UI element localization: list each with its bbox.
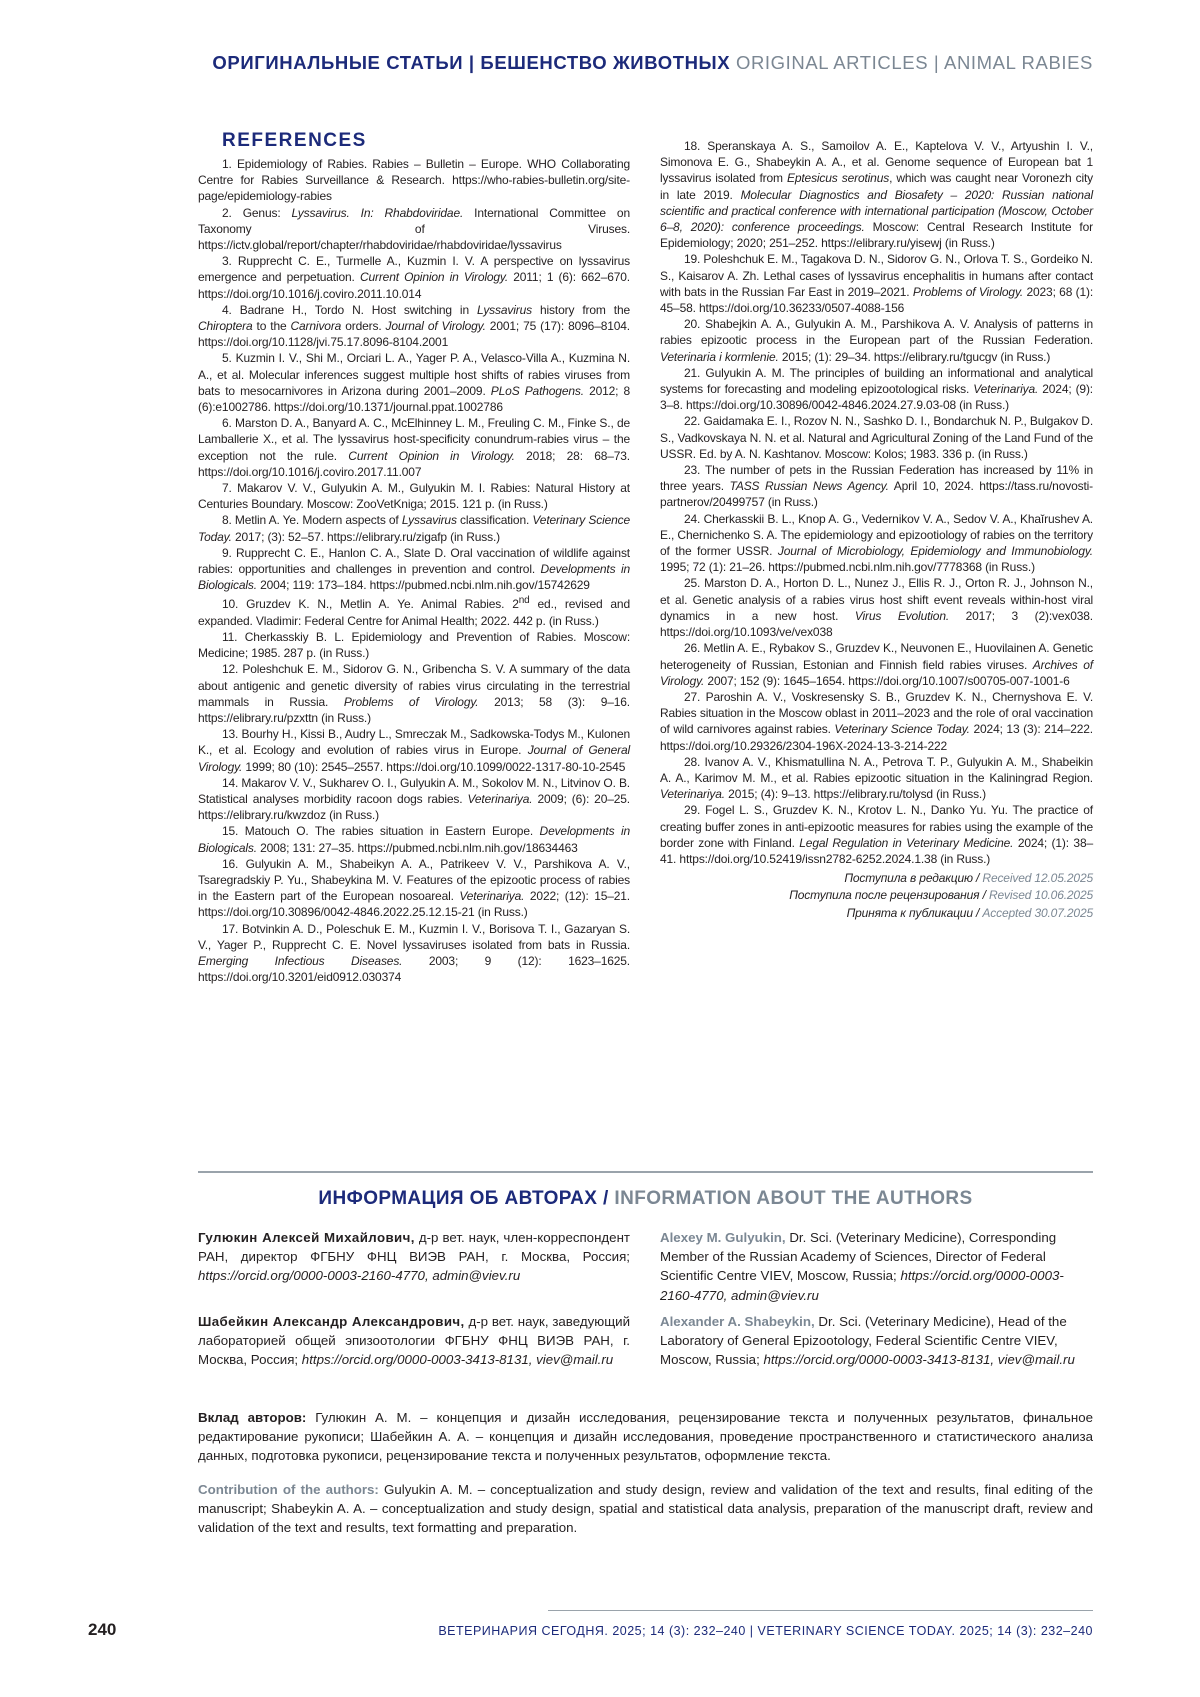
author-contacts: https://orcid.org/0000-0003-2160-4770, admin@viev.ru — [660, 1268, 1064, 1303]
reference-item: 9. Rupprecht C. E., Hanlon C. A., Slate D. Oral vaccination of wildlife against rabies: opportunities and challenges in prevention and control. Developments in Biologicals. 2004; 119: 173–184. https://pubmed.ncbi.nlm.nih.gov/15742629 — [198, 545, 630, 593]
author-name: Шабейкин Александр Александрович, — [198, 1314, 465, 1329]
date-received: Поступила в редакцию / Received 12.05.2025 — [844, 871, 1093, 886]
references-title: REFERENCES — [222, 130, 367, 151]
author-contacts: https://orcid.org/0000-0003-3413-8131, viev@mail.ru — [763, 1352, 1075, 1368]
page-number: 240 — [88, 1620, 117, 1639]
reference-item: 22. Gaidamaka E. I., Rozov N. N., Sashko D. I., Bondarchuk N. P., Bulgakov D. S., Vadkovskaya N. N. et al. Natural and Agricultural Zoning of the Land Fund of the USSR. Ed. by A. N. Kashtanov. Moscow: Kolos; 1983. 336 p. (in Russ.) — [660, 414, 1093, 461]
author-name: Гулюкин Алексей Михайлович, — [198, 1230, 415, 1245]
footer-divider — [548, 1610, 1093, 1611]
section-header-ru: ОРИГИНАЛЬНЫЕ СТАТЬИ | БЕШЕНСТВО ЖИВОТНЫХ — [212, 52, 731, 73]
author-contacts: https://orcid.org/0000-0003-2160-4770, admin@viev.ru — [198, 1268, 521, 1284]
reference-item: 11. Cherkasskiy B. L. Epidemiology and Prevention of Rabies. Moscow: Medicine; 1985. 287 p. (in Russ.) — [198, 629, 630, 661]
references-left-column — [198, 156, 630, 985]
date-accepted: Принята к публикации / Accepted 30.07.2025 — [846, 905, 1093, 920]
contribution-en: Contribution of the authors: Gulyukin A. M. – conceptualization and study design, review and validation of the text and results, final editing of the manuscript; Shabeykin A. A. – conceptualization and study design, spatial and statistical data analysis, preparation of the manuscript draft, review and validation of the text and results, text formatting and preparation. — [198, 1482, 1093, 1536]
references-right-column — [660, 138, 1093, 922]
date-revised: Поступила после рецензирования / Revised 10.06.2025 — [789, 888, 1093, 903]
reference-item: 20. Shabejkin A. A., Gulyukin A. M., Parshikova A. V. Analysis of patterns in rabies epizootic process in the European part of the Russian Federation. Veterinaria i kormlenie. 2015; (1): 29–34. https://elibrary.ru/tgucgv (in Russ.) — [660, 317, 1093, 364]
reference-item: 25. Marston D. A., Horton D. L., Nunez J., Ellis R. J., Orton R. J., Johnson N., et al. Genetic analysis of a rabies virus host shift event reveals within-host viral dynamics in a new host. Virus Evolution. 2017; 3 (2):vex038. https://doi.org/10.1093/ve/vex038 — [660, 576, 1093, 640]
reference-item: 3. Rupprecht C. E., Turmelle A., Kuzmin I. V. A perspective on lyssavirus emergence and perpetuation. Current Opinion in Virology. 2011; 1 (6): 662–670. https://doi.org/10.1016/j.coviro.2011.10.014 — [198, 254, 630, 301]
reference-item: 21. Gulyukin A. M. The principles of building an informational and analytical systems for forecasting and modeling epizootological risks. Veterinariya. 2024; (9): 3–8. https://doi.org/10.30896/0042-4846.2024.27.9.03-08 (in Russ.) — [660, 365, 1093, 413]
reference-item: 23. The number of pets in the Russian Federation has increased by 11% in three years. TASS Russian News Agency. April 10, 2024. https://tass.ru/novosti-partnerov/20499757 (in Russ.) — [660, 463, 1094, 510]
reference-item: 4. Badrane H., Tordo N. Host switching in Lyssavirus history from the Chiroptera to the Carnivora orders. Journal of Virology. 2001; 75 (17): 8096–8104. https://doi.org/10.1128/jvi.75.17.8096-8104.2001 — [198, 302, 630, 350]
reference-item: 17. Botvinkin A. D., Poleschuk E. M., Kuzmin I. V., Borisova T. I., Gazaryan S. V., Yager P., Rupprecht C. E. Novel lyssaviruses isolated from bats in Russia. Emerging Infectious Diseases. 2003; 9 (12): 1623–1625. https://doi.org/10.3201/eid0912.030374 — [198, 921, 630, 985]
reference-item: 29. Fogel L. S., Gruzdev K. N., Krotov L. N., Danko Yu. Yu. The practice of creating buffer zones in anti-epizootic measures for rabies using the example of the border zone with Finland. Legal Regulation in Veterinary Medicine. 2024; (1): 38–41. https://doi.org/10.52419/issn2782-6252.2024.1.38 (in Russ.) — [660, 803, 1093, 866]
author-en-2: Alexander A. Shabeykin, Dr. Sci. (Veterinary Medicine), Head of the Laboratory of General Epizootology, Federal Scientific Centre VIEV, Moscow, Russia; https://orcid.org/0000-0003-3413-8131, viev@mail.ru — [660, 1314, 1075, 1368]
reference-item: 26. Metlin A. E., Rybakov S., Gruzdev K., Neuvonen E., Huovilainen A. Genetic heterogeneity of Russian, Estonian and Finnish field rabies viruses. Archives of Virology. 2007; 152 (9): 1645–1654. https://doi.org/10.1007/s00705-007-1001-6 — [660, 641, 1093, 688]
article-dates — [660, 870, 1093, 922]
reference-item: 13. Bourhy H., Kissi B., Audry L., Smreczak M., Sadkowska-Todys M., Kulonen K., et al. Ecology and evolution of rabies virus in Europe. Journal of General Virology. 1999; 80 (10): 2545–2557. https://doi.org/10.1099/0022-1317-80-10-2545 — [198, 727, 630, 774]
reference-item: 1. Epidemiology of Rabies. Rabies – Bulletin – Europe. WHO Collaborating Centre for Rabies Surveillance & Research. https://who-rabies-bulletin.org/site-page/epidemiology-rabies — [198, 157, 630, 204]
reference-item: 24. Cherkasskii B. L., Knop A. G., Vedernikov V. A., Sedov V. A., Khaĭrushev A. E., Chernichenko S. A. The epidemiology and epizootiology of rabies on the territory of the former USSR. Journal of Microbiology, Epidemiology and Immunobiology. 1995; 72 (1): 21–26. https://pubmed.ncbi.nlm.nih.gov/7778368 (in Russ.) — [660, 511, 1093, 575]
reference-item: 2. Genus: Lyssavirus. In: Rhabdoviridae. International Committee on Taxonomy of Viruses. https://ictv.global/report/chapter/rhabdoviridae/rhabdoviridae/lyssavirus — [198, 205, 630, 253]
author-ru-1: Гулюкин Алексей Михайлович, д-р вет. наук, член-корреспондент РАН, директор ФГБНУ ФНЦ ВИЭВ РАН, г. Москва, Россия; https://orcid.org/0000-0003-2160-4770, admin@viev.ru — [198, 1230, 631, 1284]
author-ru-2: Шабейкин Александр Александрович, д-р вет. наук, заведующий лабораторией общей эпизоотологии ФГБНУ ФНЦ ВИЭВ РАН, г. Москва, Россия; https://orcid.org/0000-0003-3413-8131, viev@mail.ru — [198, 1314, 631, 1368]
reference-item: 5. Kuzmin I. V., Shi M., Orciari L. A., Yager P. A., Velasco-Villa A., Kuzmina N. A., et al. Molecular inferences suggest multiple host shifts of rabies viruses from bats to mesocarnivores in Arizona during 2001–2009. PLoS Pathogens. 2012; 8 (6):e1002786. https://doi.org/10.1371/journal.ppat.1002786 — [198, 351, 631, 415]
author-contacts: https://orcid.org/0000-0003-3413-8131, viev@mail.ru — [301, 1352, 614, 1368]
reference-item: 27. Paroshin A. V., Voskresensky S. B., Gruzdev K. N., Chernyshova E. V. Rabies situation in the Moscow oblast in 2011–2023 and the role of oral vaccination of wild carnivores against rabies. Veterinary Science Today. 2024; 13 (3): 214–222. https://doi.org/10.29326/2304-196X-2024-13-3-214-222 — [660, 689, 1093, 753]
reference-item: 7. Makarov V. V., Gulyukin A. M., Gulyukin M. I. Rabies: Natural History at Centuries Boundary. Moscow: ZooVetKniga; 2015. 121 p. (in Russ.) — [198, 481, 630, 512]
author-name: Alexey M. Gulyukin, — [660, 1230, 786, 1245]
section-header-en: ORIGINAL ARTICLES | ANIMAL RABIES — [735, 52, 1093, 73]
reference-item: 12. Poleshchuk E. M., Sidorov G. N., Gribencha S. V. A summary of the data about antigenic and genetic diversity of rabies virus circulating in the terrestrial mammals in Russia. Problems of Virology. 2013; 58 (3): 9–16. https://elibrary.ru/pzxttn (in Russ.) — [198, 662, 630, 725]
journal-citation: ВЕТЕРИНАРИЯ СЕГОДНЯ. 2025; 14 (3): 232–240 | VETERINARY SCIENCE TODAY. 2025; 14 (3): 232–240 — [438, 1624, 1093, 1638]
reference-item: 15. Matouch O. The rabies situation in Eastern Europe. Developments in Biologicals. 2008; 131: 27–35. https://pubmed.ncbi.nlm.nih.gov/18634463 — [198, 824, 630, 855]
section-divider — [198, 1171, 1093, 1173]
authors-title: ИНФОРМАЦИЯ ОБ АВТОРАХ / INFORMATION ABOUT THE AUTHORS — [318, 1188, 973, 1209]
reference-item: 14. Makarov V. V., Sukharev O. I., Gulyukin A. M., Sokolov M. N., Litvinov O. B. Statistical analyses morbidity racoon dogs rabies. Veterinariya. 2009; (6): 20–25. https://elibrary.ru/kwzdoz (in Russ.) — [198, 775, 630, 823]
section-header — [212, 52, 1093, 74]
reference-item: 16. Gulyukin A. M., Shabeikyn A. A., Patrikeev V. V., Parshikova A. V., Tsaregradskiy P. Yu., Shabeykina M. V. Features of the epizootic process of rabies in the Eastern part of the European nosoareal. Veterinariya. 2022; (12): 15–21. https://doi.org/10.30896/0042-4846.2022.25.12.15-21 (in Russ.) — [198, 856, 630, 920]
reference-item: 18. Speranskaya A. S., Samoilov A. E., Kaptelova V. V., Artyushin I. V., Simonova E. G., Shabeykin A. A., et al. Genome sequence of European bat 1 lyssavirus isolated from Eptesicus serotinus, which was caught near Voronezh city in late 2019. Molecular Diagnostics and Biosafety – 2020: Russian national scientific and practical conference with international participation (Moscow, October 6–8, 2020): conference proceedings. Moscow: Central Research Institute for Epidemiology; 2020; 251–252. https://elibrary.ru/yisewj (in Russ.) — [660, 139, 1094, 251]
reference-item: 10. Gruzdev K. N., Metlin A. Ye. Animal Rabies. 2nd ed., revised and expanded. Vladimir: Federal Centre for Animal Health; 2022. 442 p. (in Russ.) — [198, 595, 630, 628]
reference-item: 6. Marston D. A., Banyard A. C., McElhinney L. M., Freuling C. M., Finke S., de Lamballerie X., et al. The lyssavirus host-specificity conundrum-rabies virus – the exception not the rule. Current Opinion in Virology. 2018; 28: 68–73. https://doi.org/10.1016/j.coviro.2017.11.007 — [198, 416, 630, 479]
author-name: Alexander A. Shabeykin, — [660, 1314, 815, 1329]
contribution-ru: Вклад авторов: Гулюкин А. М. – концепция и дизайн исследования, рецензирование текста и полученных результатов, финальное редактирование рукописи; Шабейкин А. А. – концепция и дизайн исследования, проведение пространственного и статистического анализа данных, подготовка рукописи, рецензирование текста и полученных результатов, оформление текста. — [198, 1410, 1093, 1464]
author-en-1: Alexey M. Gulyukin, Dr. Sci. (Veterinary Medicine), Corresponding Member of the Russian Academy of Sciences, Director of Federal Scientific Centre VIEV, Moscow, Russia; https://orcid.org/0000-0003-2160-4770, admin@viev.ru — [660, 1230, 1064, 1303]
reference-item: 8. Metlin A. Ye. Modern aspects of Lyssavirus classification. Veterinary Science Today. 2017; (3): 52–57. https://elibrary.ru/zigafp (in Russ.) — [198, 513, 631, 544]
reference-item: 28. Ivanov A. V., Khismatullina N. A., Petrova T. P., Gulyukin A. M., Shabeikin A. A., Karimov M. M., et al. Rabies epizootic situation in the Kaliningrad Region. Veterinariya. 2015; (4): 9–13. https://elibrary.ru/tolysd (in Russ.) — [660, 754, 1093, 802]
reference-item: 19. Poleshchuk E. M., Tagakova D. N., Sidorov G. N., Orlova T. S., Gordeiko N. S., Kaisarov A. Zh. Lethal cases of lyssavirus encephalitis in humans after contact with bats in the Russian Far East in 2019–2021. Problems of Virology. 2023; 68 (1): 45–58. https://doi.org/10.36233/0507-4088-156 — [660, 252, 1094, 316]
